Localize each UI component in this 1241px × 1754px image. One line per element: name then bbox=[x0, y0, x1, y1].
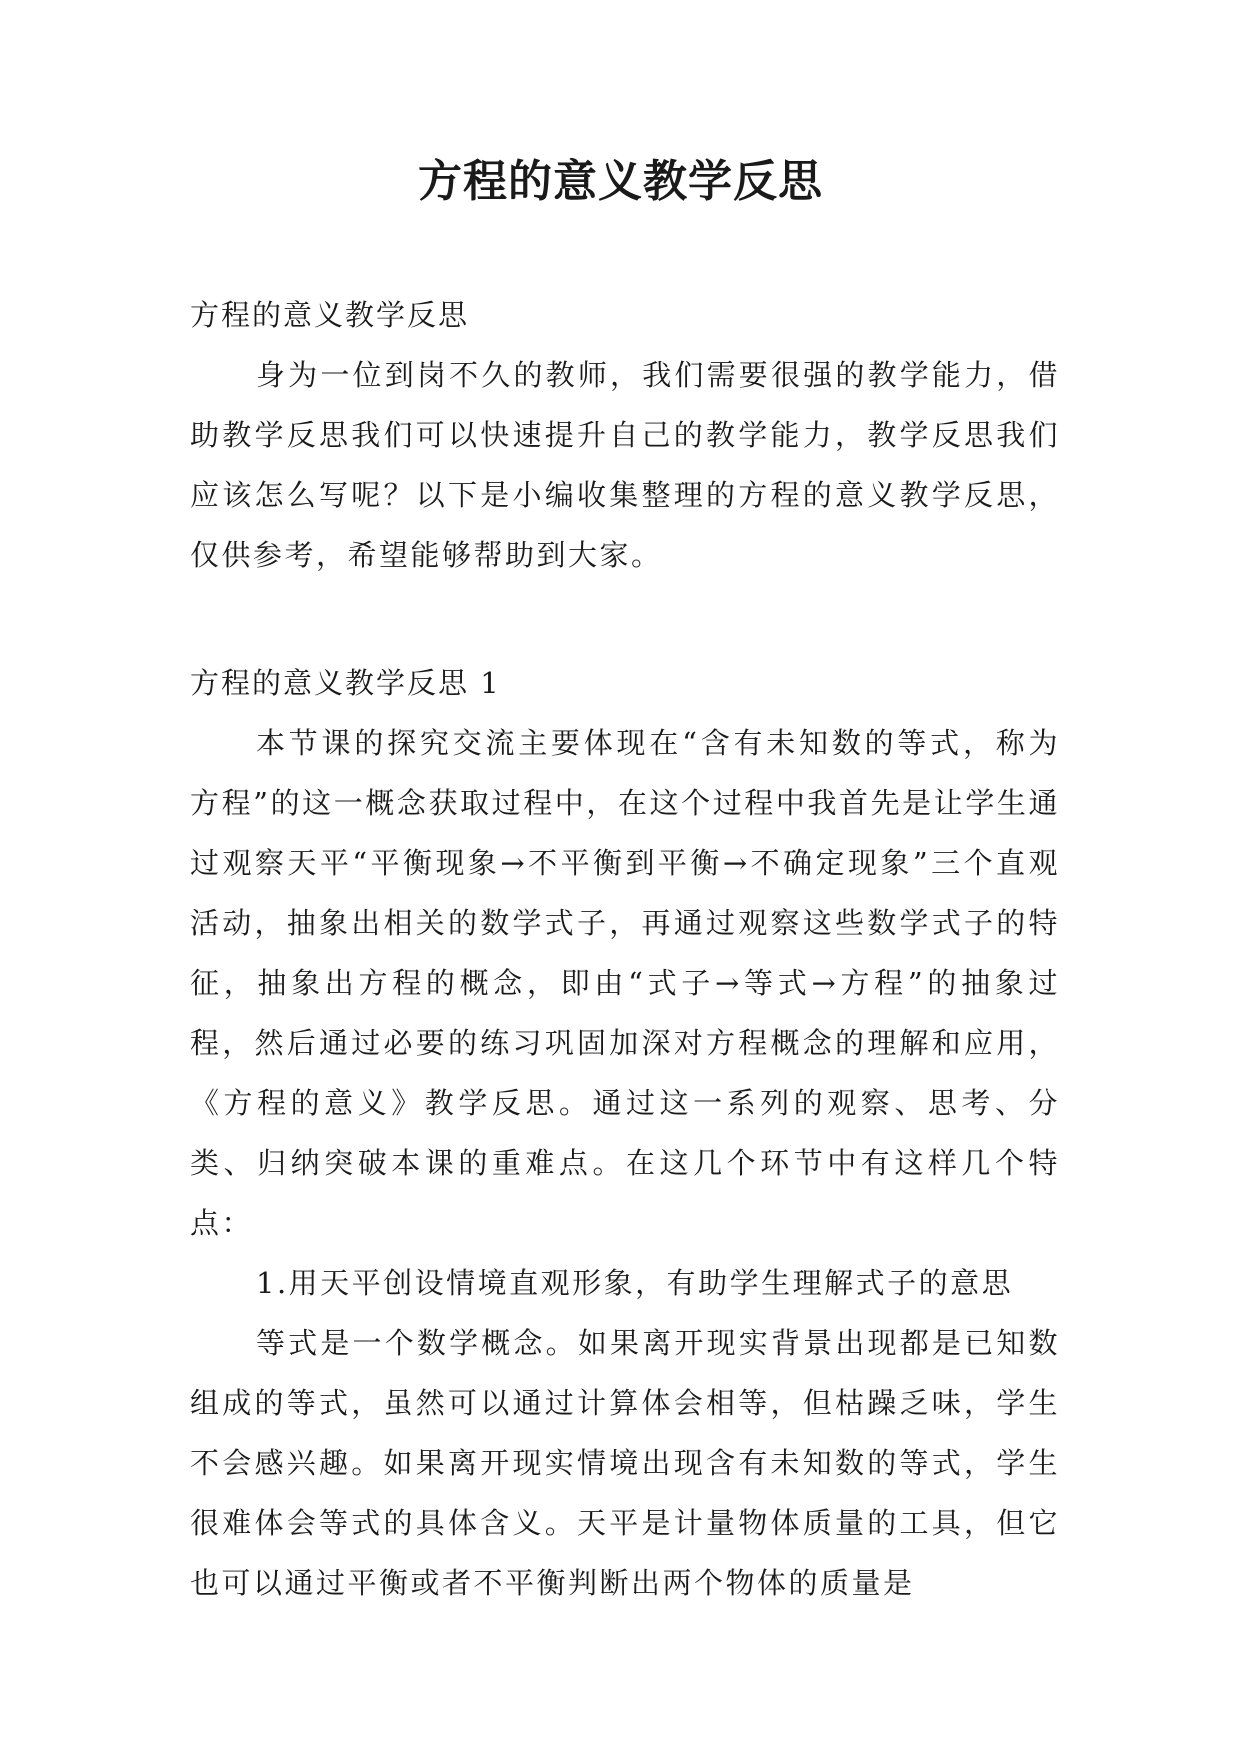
document-body bbox=[190, 285, 1060, 1613]
section1-paragraph-2: 等式是一个数学概念。如果离开现实背景出现都是已知数组成的等式，虽然可以通过计算体会相等，但枯躁乏味，学生不会感兴趣。如果离开现实情境出现含有未知数的等式，学生很难体会等式的具体含义。天平是计量物体质量的工具，但它也可以通过平衡或者不平衡判断出两个物体的质量是 bbox=[190, 1326, 1060, 1600]
section-spacer bbox=[190, 585, 1060, 653]
document-title: 方程的意义教学反思 bbox=[418, 156, 823, 207]
intro-heading: 方程的意义教学反思 bbox=[190, 298, 470, 332]
section1-heading: 方程的意义教学反思 1 bbox=[190, 666, 501, 700]
section1-point-1: 1.用天平创设情境直观形象，有助学生理解式子的意思 bbox=[256, 1266, 1014, 1300]
section1-paragraph-1: 本节课的探究交流主要体现在“含有未知数的等式，称为方程”的这一概念获取过程中，在这个过程中我首先是让学生通过观察天平“平衡现象→不平衡到平衡→不确定现象”三个直观活动，抽象出相关的数学式子，再通过观察这些数学式子的特征，抽象出方程的概念，即由“式子→等式→方程”的抽象过程，然后通过必要的练习巩固加深对方程概念的理解和应用，《方程的意义》教学反思。通过这一系列的观察、思考、分类、归纳突破本课的重难点。在这几个环节中有这样几个特点： bbox=[190, 726, 1060, 1240]
intro-paragraph: 身为一位到岗不久的教师，我们需要很强的教学能力，借助教学反思我们可以快速提升自己的教学能力，教学反思我们应该怎么写呢？以下是小编收集整理的方程的意义教学反思，仅供参考，希望能够帮助到大家。 bbox=[190, 358, 1060, 572]
